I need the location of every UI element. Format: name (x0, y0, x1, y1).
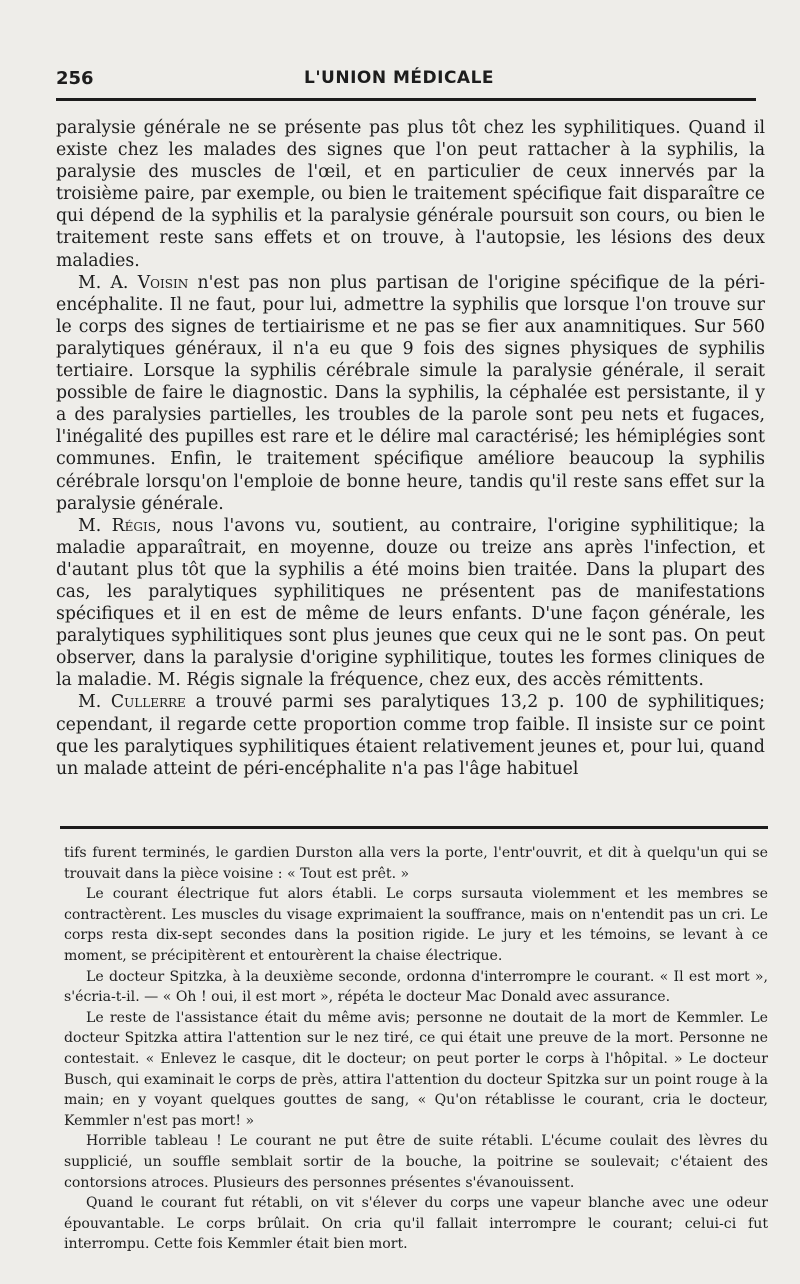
footnote-rule (60, 826, 768, 829)
note-paragraph: Horrible tableau ! Le courant ne put être de suite rétabli. L'écume coulait des lèvres du supplicié, un souffle semblait sortir de la bouche, la poitrine se soulevait; c'étaient des contorsions atroces. Plusieurs des personnes présentes s'évanouissent. (64, 1133, 768, 1191)
paragraph-text: paralysie générale ne se présente pas plus tôt chez les syphilitiques. Quand il existe chez les malades des signes que l'on peut rattacher à la syphilis, la paralysie des muscles de l'œil, et en particulier de ceux innervés par la troisième paire, par exemple, ou bien le traitement spécifique fait disparaître ce qui dépend de la syphilis et la paralysie générale poursuit son cours, ou bien le traitement reste sans effets et on trouve, à l'autopsie, les lésions des deux maladies. (56, 118, 765, 271)
footnote-text (64, 843, 768, 1255)
note-paragraph: Le courant électrique fut alors établi. Le corps sursauta violemment et les membres se contractèrent. Les muscles du visage exprimaient la souffrance, mais on n'entendit pas un cri. Le corps resta dix-sept secondes dans la position rigide. Le jury et les témoins, se levant à ce moment, se précipitèrent et entourèrent la chaise électrique. (64, 886, 768, 964)
page-header (56, 68, 756, 94)
note-paragraph: Le reste de l'assistance était du même avis; personne ne doutait de la mort de Kemmler. Le docteur Spitzka attira l'attention sur le nez tiré, ce qui était une preuve de la mort. Personne ne contestait. « Enlevez le casque, dit le docteur; on peut porter le corps à l'hôpital. » Le docteur Busch, qui examinait le corps de près, attira l'attention du docteur Spitzka sur un point rouge à la main; en y voyant quelques gouttes de sang, « Qu'on rétablisse le courant, cria le docteur, Kemmler n'est pas mort! » (64, 1009, 768, 1129)
paragraph (56, 515, 765, 692)
note-paragraph: Quand le courant fut rétabli, on vit s'élever du corps une vapeur blanche avec une odeur épouvantable. Le corps brûlait. On cria qu'il fallait interrompre le courant; celui-ci fut interrompu. Cette fois Kemmler était bien mort. (64, 1195, 768, 1253)
author-name: M. Cullerre (78, 692, 186, 713)
running-title: L'UNION MÉDICALE (304, 68, 495, 88)
note-paragraph: Le docteur Spitzka, à la deuxième seconde, ordonna d'interrompre le courant. « Il est mort », s'écria-t-il. — « Oh ! oui, il est mort », répéta le docteur Mac Donald avec assurance. (64, 968, 768, 1006)
header-rule (56, 98, 756, 101)
author-name: M. A. Voisin (78, 272, 189, 293)
author-name: M. Régis (78, 515, 156, 536)
note-paragraph: tifs furent terminés, le gardien Durston alla vers la porte, l'entr'ouvrit, et dit à quelqu'un qui se trouvait dans la pièce voisine : « Tout est prêt. » (64, 845, 768, 882)
paragraph-text: n'est pas non plus partisan de l'origine spécifique de la péri-encéphalite. Il ne faut, pour lui, admettre la syphilis que lorsque l'on trouve sur le corps des signes de tertiairisme et ne pas se fier aux anamnitiques. Sur 560 paralytiques généraux, il n'a eu que 9 fois des signes physiques de syphilis tertiaire. Lorsque la syphilis cérébrale simule la paralysie générale, il serait possible de faire le diagnostic. Dans la syphilis, la céphalée est persistante, il y a des paralysies partielles, les troubles de la parole sont peu nets et fugaces, l'inégalité des pupilles est rare et le délire mal caractérisé; les hémiplégies sont communes. Enfin, le traitement spécifique améliore beaucoup la syphilis cérébrale lorsqu'on l'emploie de bonne heure, tandis qu'il reste sans effet sur la paralysie générale. (56, 272, 765, 514)
paragraph (56, 691, 765, 779)
main-text (56, 117, 765, 780)
paragraph-text: , nous l'avons vu, soutient, au contraire, l'origine syphilitique; la maladie apparaîtrait, en moyenne, douze ou treize ans après l'infection, et d'autant plus tôt que la syphilis a été moins bien traitée. Dans la plupart des cas, les paralytiques syphilitiques ne présentent pas de manifestations spécifiques et il en est de même de leurs enfants. D'une façon générale, les paralytiques syphilitiques sont plus jeunes que ceux qui ne le sont pas. On peut observer, dans la paralysie d'origine syphilitique, toutes les formes cliniques de la maladie. M. Régis signale la fréquence, chez eux, des accès rémittents. (56, 515, 766, 691)
page-number: 256 (56, 68, 94, 89)
paragraph (56, 117, 765, 272)
paragraph-text: a trouvé parmi ses paralytiques 13,2 p. 100 de syphilitiques; cependant, il regarde cette proportion comme trop faible. Il insiste sur ce point que les paralytiques syphilitiques étaient relativement jeunes et, pour lui, quand un malade atteint de péri-encéphalite n'a pas l'âge habituel (56, 692, 765, 779)
paragraph (56, 272, 765, 515)
